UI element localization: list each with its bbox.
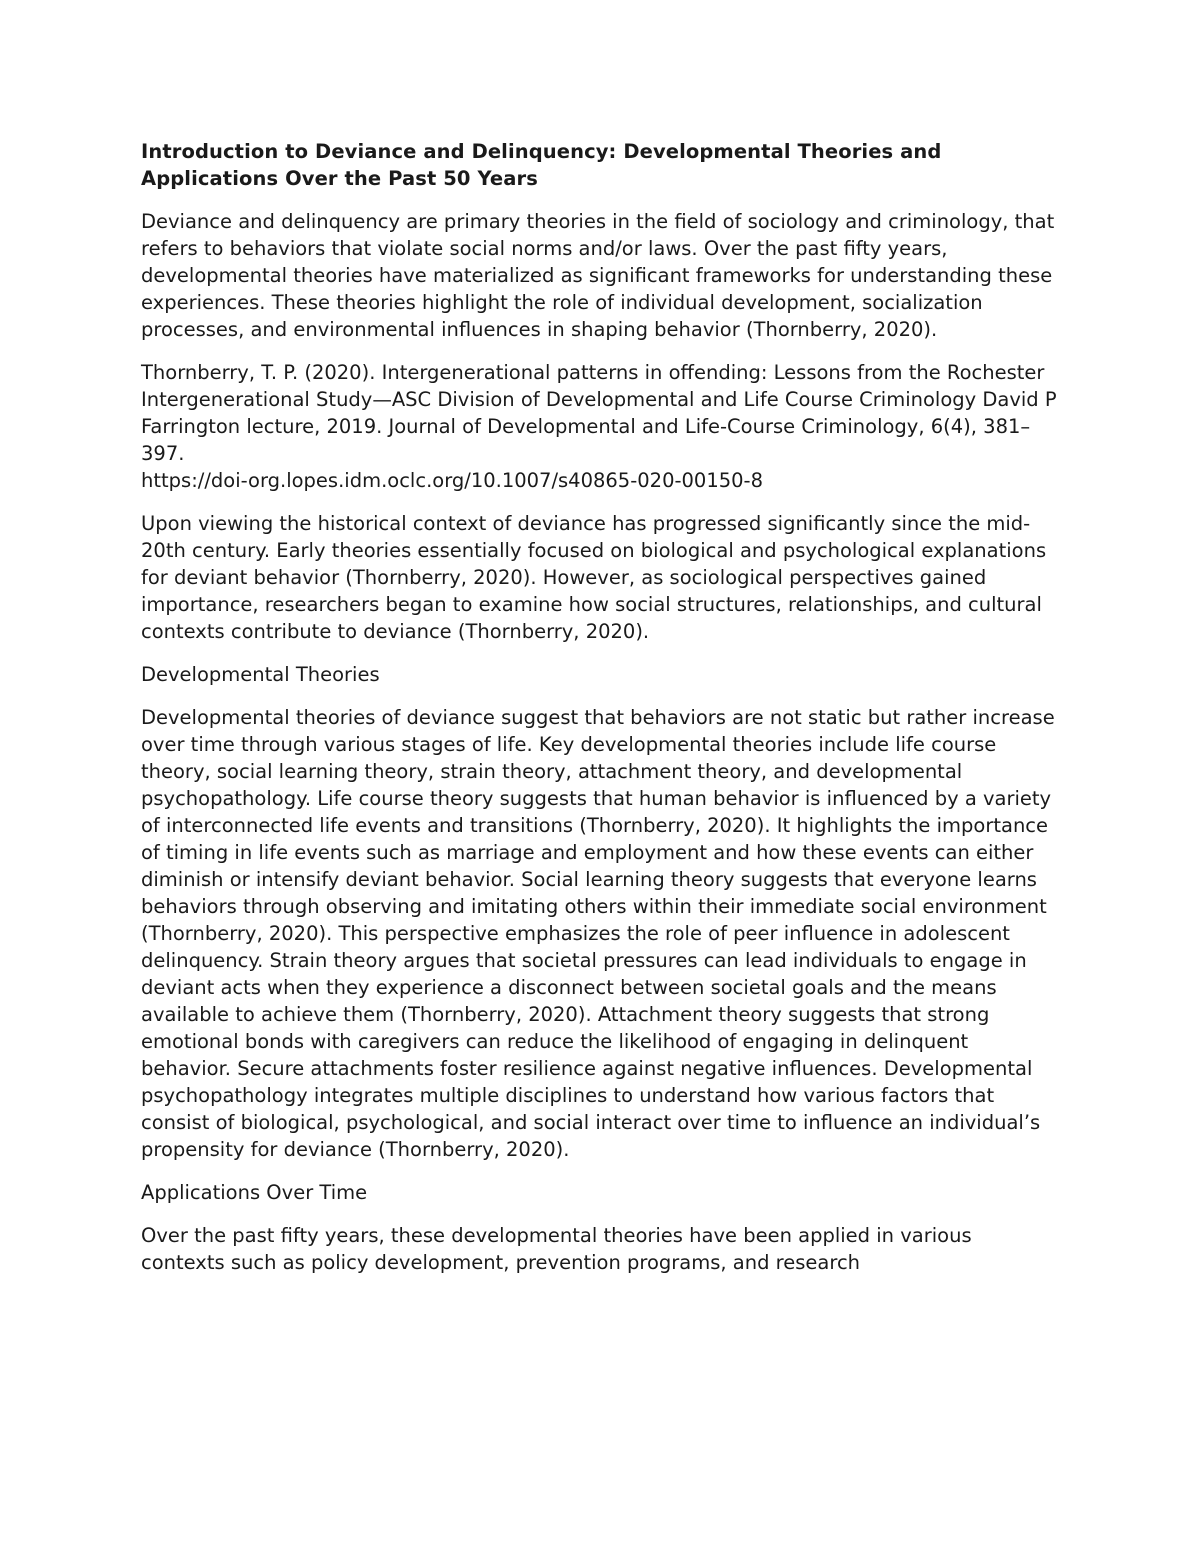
reference-url: https://doi-org.lopes.idm.oclc.org/10.1007/s40865-020-00150-8 <box>141 469 763 492</box>
developmental-theories-heading: Developmental Theories <box>141 663 380 686</box>
historical-paragraph: Upon viewing the historical context of deviance has progressed significantly since the mid-20th century. Early theories essentially focused on biological and psychological explanations for deviant behavior (Thornberry, 2020). However, as sociological perspectives gained importance, researchers began to examine how social structures, relationships, and cultural contexts contribute to deviance (Thornberry, 2020). <box>141 512 1047 643</box>
reference-citation: Thornberry, T. P. (2020). Intergenerational patterns in offending: Lessons from the Rochester Intergenerational Study—ASC Division of Developmental and Life Course Criminology David P Farrington lecture, 2019. Journal of Developmental and Life-Course Criminology, 6(4), 381–397. <box>141 361 1057 465</box>
document-title: Introduction to Deviance and Delinquency: Developmental Theories and Applications Over the Past 50 Years <box>141 140 942 190</box>
intro-paragraph: Deviance and delinquency are primary theories in the field of sociology and criminology, that refers to behaviors that violate social norms and/or laws. Over the past fifty years, developmental theories have materialized as significant frameworks for understanding these experiences. These theories highlight the role of individual development, socialization processes, and environmental influences in shaping behavior (Thornberry, 2020). <box>141 210 1055 341</box>
developmental-theories-paragraph: Developmental theories of deviance suggest that behaviors are not static but rather increase over time through various stages of life. Key developmental theories include life course theory, social learning theory, strain theory, attachment theory, and developmental psychopathology. Life course theory suggests that human behavior is influenced by a variety of interconnected life events and transitions (Thornberry, 2020). It highlights the importance of timing in life events such as marriage and employment and how these events can either diminish or intensify deviant behavior. Social learning theory suggests that everyone learns behaviors through observing and imitating others within their immediate social environment (Thornberry, 2020). This perspective emphasizes the role of peer influence in adolescent delinquency. Strain theory argues that societal pressures can lead individuals to engage in deviant acts when they experience a disconnect between societal goals and the means available to achieve them (Thornberry, 2020). Attachment theory suggests that strong emotional bonds with caregivers can reduce the likelihood of engaging in delinquent behavior. Secure attachments foster resilience against negative influences. Developmental psychopathology integrates multiple disciplines to understand how various factors that consist of biological, psychological, and social interact over time to influence an individual’s propensity for deviance (Thornberry, 2020). <box>141 706 1055 1161</box>
applications-heading: Applications Over Time <box>141 1181 368 1204</box>
applications-paragraph: Over the past fifty years, these developmental theories have been applied in various contexts such as policy development, prevention programs, and research <box>141 1224 972 1274</box>
reference-entry <box>141 359 1060 494</box>
